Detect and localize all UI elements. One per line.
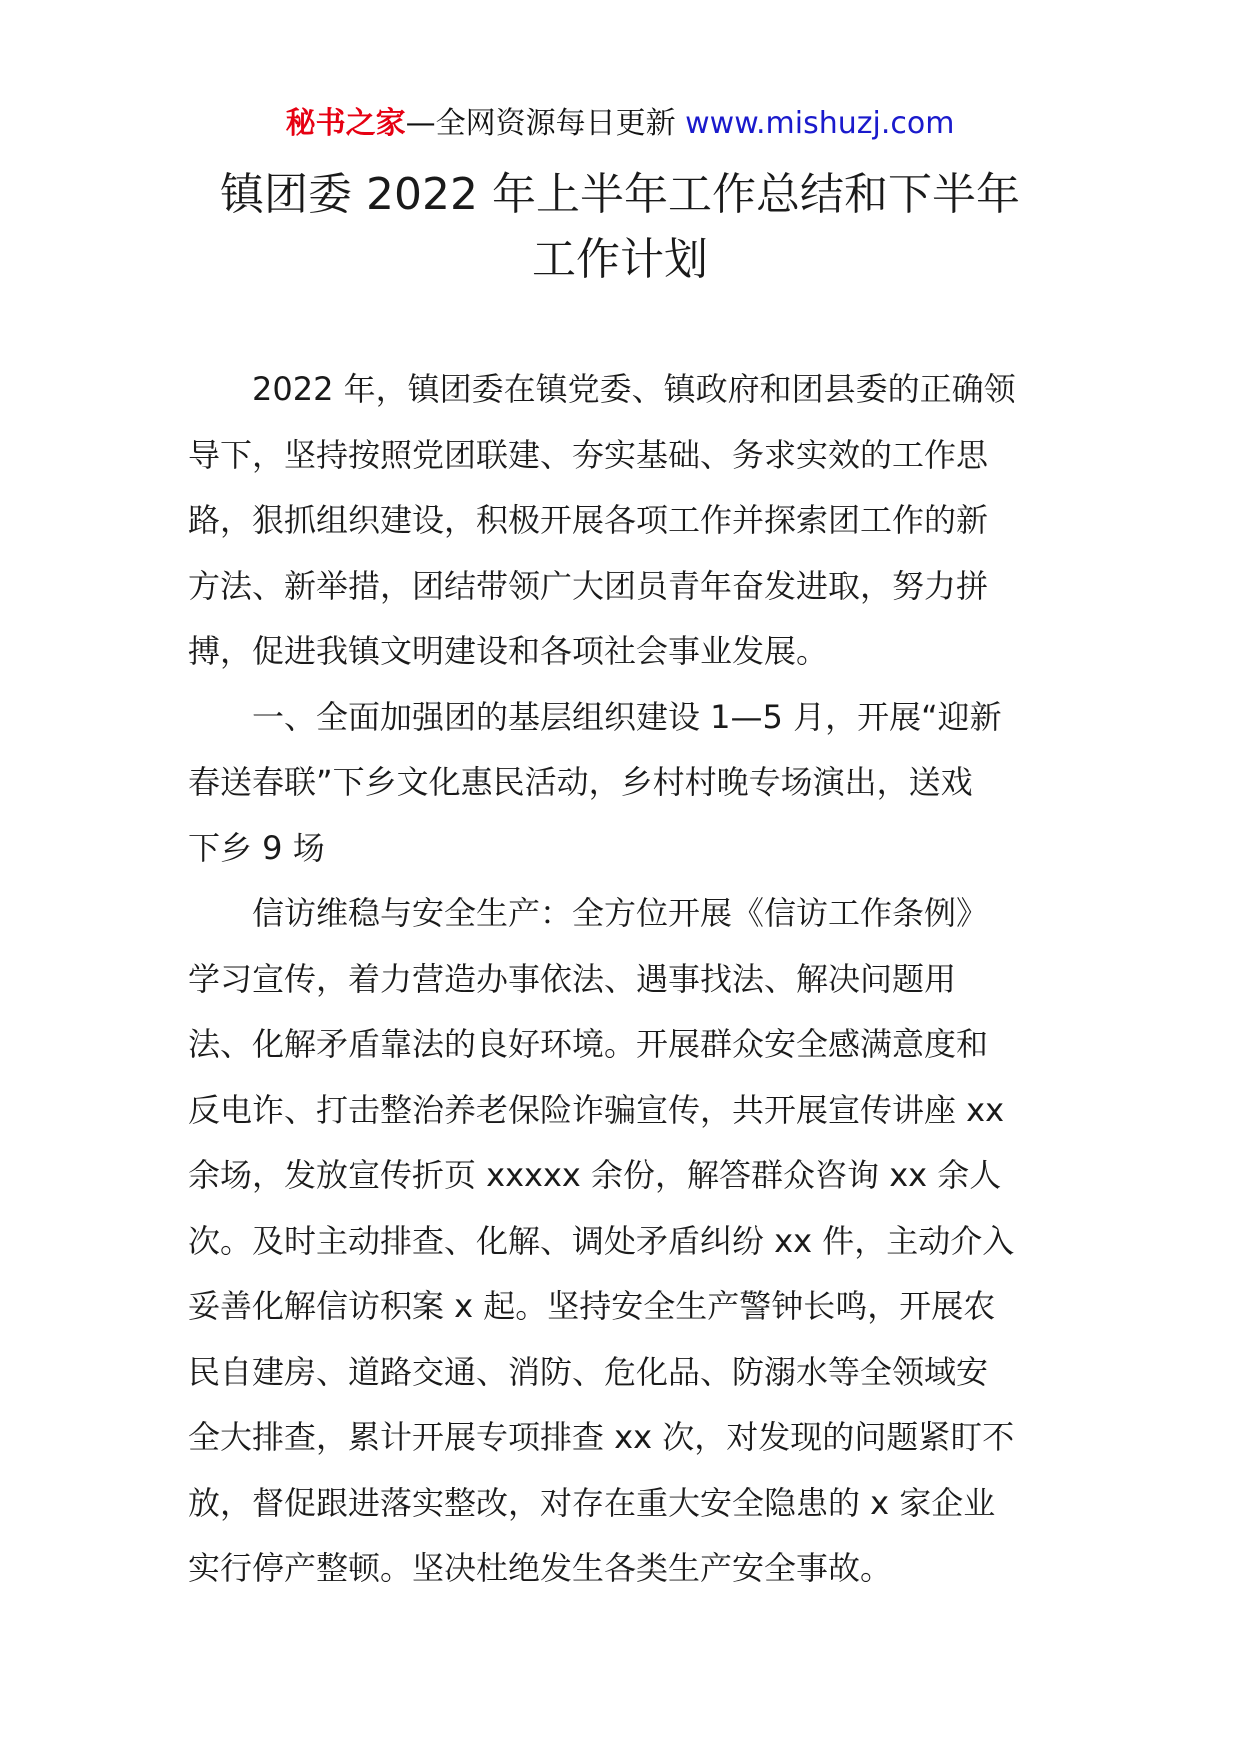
body-line: 放，督促跟进落实整改，对存在重大安全隐患的 x 家企业: [188, 1483, 996, 1522]
body-line: 方法、新举措，团结带领广大团员青年奋发进取，努力拼: [188, 566, 989, 605]
document-body: [188, 357, 1048, 1602]
site-url[interactable]: www.mishuzj.com: [685, 106, 955, 141]
paragraph-intro: [188, 357, 1048, 685]
body-line: 2022 年，镇团委在镇党委、镇政府和团县委的正确领: [188, 370, 1016, 408]
body-line: 反电诈、打击整治养老保险诈骗宣传，共开展宣传讲座 xx: [188, 1090, 1005, 1129]
body-line: 法、化解矛盾靠法的良好环境。开展群众安全感满意度和: [188, 1025, 989, 1063]
paragraph-organization: [188, 685, 1048, 882]
body-line: 春送春联”下乡文化惠民活动，乡村村晚专场演出，送戏: [188, 763, 973, 801]
paragraph-petition-safety: [188, 881, 1048, 1602]
body-line: 导下，坚持按照党团联建、夯实基础、务求实效的工作思: [188, 435, 989, 474]
site-header: [0, 98, 1240, 150]
body-line: 路，狠抓组织建设，积极开展各项工作并探索团工作的新: [188, 501, 989, 539]
body-line: 民自建房、道路交通、消防、危化品、防溺水等全领域安: [188, 1352, 989, 1391]
body-line: 次。及时主动排查、化解、调处矛盾纠纷 xx 件，主动介入: [188, 1221, 1015, 1260]
header-tagline: —全网资源每日更新: [405, 106, 686, 141]
brand-name: 秘书之家: [285, 106, 406, 141]
body-line: 全大排查，累计开展专项排查 xx 次，对发现的问题紧盯不: [188, 1418, 1015, 1456]
title-line: 工作计划: [532, 234, 708, 285]
body-line: 妥善化解信访积案 x 起。坚持安全生产警钟长鸣，开展农: [188, 1287, 996, 1325]
document-title: [150, 162, 1090, 292]
title-line: 镇团委 2022 年上半年工作总结和下半年: [220, 169, 1020, 220]
body-line: 一、全面加强团的基层组织建设 1—5 月，开展“迎新: [188, 697, 1002, 736]
body-line: 实行停产整顿。坚决杜绝发生各类生产安全事故。: [188, 1549, 893, 1587]
body-line: 余场，发放宣传折页 xxxxx 余份，解答群众咨询 xx 余人: [188, 1156, 1002, 1194]
body-line: 搏，促进我镇文明建设和各项社会事业发展。: [188, 632, 829, 670]
body-line: 信访维稳与安全生产：全方位开展《信访工作条例》: [188, 894, 989, 932]
body-line: 下乡 9 场: [188, 828, 325, 867]
body-line: 学习宣传，着力营造办事依法、遇事找法、解决问题用: [188, 959, 957, 998]
